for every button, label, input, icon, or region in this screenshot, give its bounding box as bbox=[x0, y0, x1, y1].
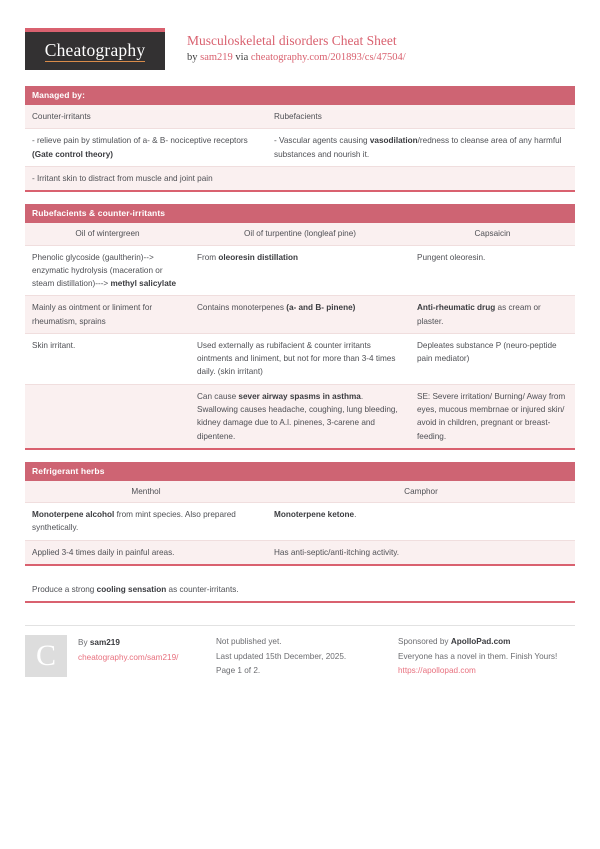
table-cell bbox=[25, 245, 190, 296]
sponsor-url-link[interactable]: https://apollopad.com bbox=[398, 666, 476, 676]
cell-text: Capsaicin bbox=[474, 229, 511, 239]
content-block bbox=[25, 462, 575, 566]
cell-text: Contains monoterpenes bbox=[197, 303, 287, 313]
cell-text: as cream or plaster. bbox=[417, 303, 541, 326]
cell-text: - Vascular agents causing bbox=[274, 136, 370, 146]
table-row bbox=[25, 578, 575, 601]
sponsor-tagline: Everyone has a novel in them. Finish Yours! bbox=[398, 651, 558, 661]
cell-text: SE: Severe irritation/ Burning/ Away from eyes, mucous membrnae or injured skin/ avoid in children, pregnant or breast-feeding. bbox=[417, 391, 566, 441]
author-line bbox=[78, 636, 178, 650]
table-cell bbox=[25, 481, 267, 503]
table-cell bbox=[190, 384, 410, 448]
table-cell bbox=[190, 223, 410, 245]
cell-text: Menthol bbox=[131, 486, 161, 496]
table-cell bbox=[25, 384, 190, 448]
block-table bbox=[25, 105, 575, 190]
cell-text: - Irritant skin to distract from muscle and joint pain bbox=[32, 173, 213, 183]
byline-via-label: via bbox=[232, 52, 251, 64]
table-cell bbox=[410, 245, 575, 296]
cell-text: . Swallowing causes headache, coughing, lung bleeding, kidney damage due to A.l. pinenes, 3-carene and dipentene. bbox=[197, 391, 398, 441]
content-block bbox=[25, 578, 575, 603]
sponsor-name: ApolloPad.com bbox=[450, 637, 511, 647]
table-cell bbox=[25, 166, 267, 190]
table-row bbox=[25, 166, 575, 190]
table-cell bbox=[267, 503, 575, 541]
emphasis-text: vasodilation bbox=[369, 136, 418, 146]
content-blocks bbox=[25, 86, 575, 603]
block-table bbox=[25, 223, 575, 448]
cell-text: . bbox=[354, 510, 357, 520]
cheatsheet-body bbox=[25, 28, 575, 678]
content-block bbox=[25, 204, 575, 450]
publish-status: Not published yet. bbox=[216, 637, 282, 647]
table-cell bbox=[190, 333, 410, 384]
cell-text: - relieve pain by stimulation of a- & B- nociceptive receptors bbox=[32, 136, 248, 146]
cell-text: Produce a strong bbox=[32, 585, 97, 595]
cell-text: Used externally as rubifacient & counter irritants ointments and liniment, but not for more than 3-4 times daily. (skin irritant) bbox=[197, 340, 396, 377]
table-cell bbox=[25, 105, 267, 129]
cell-text: Can cause bbox=[197, 391, 239, 401]
author-prefix: By bbox=[78, 638, 90, 648]
table-row bbox=[25, 333, 575, 384]
cell-text: Rubefacients bbox=[274, 112, 322, 122]
block-table bbox=[25, 481, 575, 564]
title-block bbox=[187, 28, 406, 65]
source-url-link[interactable]: cheatography.com/201893/cs/47504/ bbox=[250, 52, 406, 64]
table-cell bbox=[190, 245, 410, 296]
byline bbox=[187, 52, 406, 65]
author-link[interactable]: sam219 bbox=[200, 52, 233, 64]
footer-author-column bbox=[25, 625, 212, 678]
table-row bbox=[25, 296, 575, 334]
cell-text: Oil of wintergreen bbox=[75, 229, 140, 239]
cell-text: Counter-irritants bbox=[32, 112, 91, 122]
table-cell bbox=[25, 333, 190, 384]
cell-text: Oil of turpentine (longleaf pine) bbox=[244, 229, 356, 239]
emphasis-text: (Gate control theory) bbox=[32, 149, 113, 159]
table-cell bbox=[267, 481, 575, 503]
emphasis-text: Monoterpene alcohol bbox=[32, 510, 115, 520]
cell-text: Mainly as ointment or liniment for rheumatism, sprains bbox=[32, 303, 153, 326]
table-row bbox=[25, 245, 575, 296]
table-cell bbox=[25, 503, 267, 541]
table-cell bbox=[25, 578, 575, 601]
emphasis-text: Monoterpene ketone bbox=[274, 510, 355, 520]
author-meta bbox=[78, 635, 178, 678]
footer-sponsor-column bbox=[394, 625, 575, 678]
table-cell bbox=[410, 333, 575, 384]
block-title: Refrigerant herbs bbox=[25, 462, 575, 481]
table-cell bbox=[410, 296, 575, 334]
emphasis-text: sever airway spasms in asthma bbox=[238, 391, 361, 401]
table-row bbox=[25, 540, 575, 564]
table-cell bbox=[25, 296, 190, 334]
footer-status-column bbox=[212, 625, 394, 678]
table-header-row bbox=[25, 223, 575, 245]
table-header-row bbox=[25, 481, 575, 503]
table-cell bbox=[267, 129, 575, 167]
cell-text: Depleates substance P (neuro-peptide pain mediator) bbox=[417, 340, 557, 364]
page-header bbox=[25, 28, 575, 74]
table-cell bbox=[190, 296, 410, 334]
footer-author-name: sam219 bbox=[89, 638, 120, 648]
table-row bbox=[25, 384, 575, 448]
author-profile-link[interactable]: cheatography.com/sam219/ bbox=[78, 652, 179, 662]
cell-text: Has anti-septic/anti-itching activity. bbox=[274, 547, 399, 557]
block-table bbox=[25, 578, 575, 601]
table-cell bbox=[25, 129, 267, 167]
emphasis-text: oleoresin distillation bbox=[218, 252, 299, 262]
table-cell bbox=[25, 223, 190, 245]
block-title: Rubefacients & counter-irritants bbox=[25, 204, 575, 223]
sponsor-prefix: Sponsored by bbox=[398, 637, 451, 647]
cell-text: /redness to cleanse area of any harmful substances and nourish it. bbox=[274, 136, 562, 159]
cell-text: Pungent oleoresin. bbox=[417, 252, 486, 262]
cell-text: Camphor bbox=[404, 486, 438, 496]
logo-text: Cheatography bbox=[44, 40, 146, 61]
emphasis-text: cooling sensation bbox=[96, 585, 167, 595]
table-row bbox=[25, 503, 575, 541]
sponsor-line bbox=[398, 635, 575, 649]
table-cell bbox=[25, 540, 267, 564]
table-row bbox=[25, 129, 575, 167]
emphasis-text: methyl salicylate bbox=[110, 279, 177, 289]
emphasis-text: Anti-rheumatic drug bbox=[417, 303, 496, 313]
cheatography-logo[interactable] bbox=[25, 28, 165, 70]
page-footer bbox=[25, 617, 575, 678]
page-title: Musculoskeletal disorders Cheat Sheet bbox=[187, 33, 397, 48]
table-cell bbox=[267, 166, 575, 190]
emphasis-text: (a- and B- pinene) bbox=[286, 303, 356, 313]
block-title: Managed by: bbox=[25, 86, 575, 105]
cell-text: from mint species. Also prepared synthetically. bbox=[32, 510, 236, 533]
table-cell bbox=[267, 105, 575, 129]
content-block bbox=[25, 86, 575, 192]
cell-text: Applied 3-4 times daily in painful areas. bbox=[32, 547, 175, 557]
page-number: Page 1 of 2. bbox=[216, 666, 261, 676]
cell-text: Skin irritant. bbox=[32, 340, 76, 350]
avatar: C bbox=[25, 635, 67, 677]
cell-text: Phenolic glycoside (gaultherin)--> enzymatic hydrolysis (maceration or steam distillation)---> bbox=[32, 252, 163, 289]
byline-by-label: by bbox=[187, 52, 201, 64]
cell-text: as counter-irritants. bbox=[166, 585, 239, 595]
cell-text: From bbox=[197, 252, 219, 262]
last-updated: Last updated 15th December, 2025. bbox=[216, 651, 347, 661]
table-cell bbox=[410, 223, 575, 245]
table-cell bbox=[410, 384, 575, 448]
table-header-row bbox=[25, 105, 575, 129]
table-cell bbox=[267, 540, 575, 564]
